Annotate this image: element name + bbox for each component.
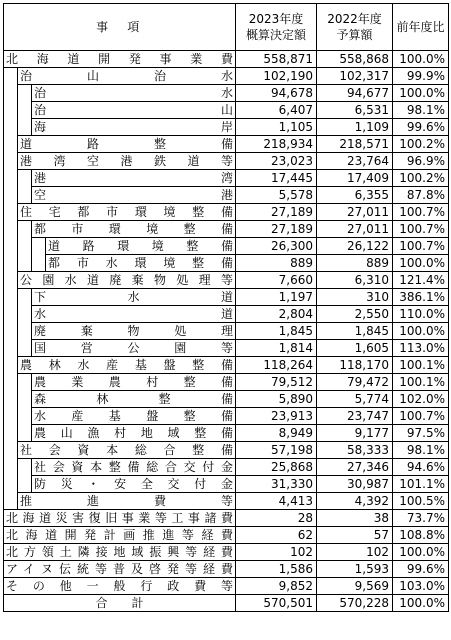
value-2022: 26,122 [317, 238, 393, 255]
row-label-text: 住宅都市環境整備 [20, 205, 233, 219]
value-2023: 558,871 [236, 51, 317, 68]
value-2023: 79,512 [236, 374, 317, 391]
row-label-text: 水道 [34, 307, 233, 321]
indent-cell [18, 476, 32, 493]
value-2022: 27,011 [317, 221, 393, 238]
table-row [4, 561, 449, 578]
indent-cell [4, 187, 18, 204]
indent-cell [18, 408, 32, 425]
indent-cell [4, 425, 18, 442]
indent-cell [18, 170, 32, 187]
ratio-value: 100.7% [393, 204, 449, 221]
table-row [4, 357, 449, 374]
value-2023: 57,198 [236, 442, 317, 459]
indent-cell [4, 306, 18, 323]
value-2022: 102 [317, 544, 393, 561]
value-2023: 23,023 [236, 153, 317, 170]
table-row [4, 187, 449, 204]
row-label [46, 255, 236, 272]
row-label [4, 544, 236, 561]
indent-cell [4, 289, 18, 306]
value-2022: 558,868 [317, 51, 393, 68]
row-label [4, 578, 236, 595]
row-label-text: 治水 [34, 86, 233, 100]
row-label-text: 廃棄物処理 [34, 324, 233, 338]
ratio-value: 121.4% [393, 272, 449, 289]
table-row [4, 595, 449, 612]
row-label-text: 治山 [34, 103, 233, 117]
ratio-value: 100.0% [393, 51, 449, 68]
row-label-text: 治山治水 [20, 69, 233, 83]
indent-cell [18, 391, 32, 408]
value-2023: 23,913 [236, 408, 317, 425]
indent-cell [4, 340, 18, 357]
indent-cell [18, 306, 32, 323]
value-2022: 118,170 [317, 357, 393, 374]
value-2022: 27,346 [317, 459, 393, 476]
table-row [4, 255, 449, 272]
value-2023: 62 [236, 527, 317, 544]
table-row [4, 578, 449, 595]
ratio-value: 100.7% [393, 221, 449, 238]
indent-cell [4, 68, 18, 85]
value-2022: 2,550 [317, 306, 393, 323]
ratio-value: 110.0% [393, 306, 449, 323]
ratio-value: 100.0% [393, 255, 449, 272]
value-2023: 17,445 [236, 170, 317, 187]
table-row [4, 119, 449, 136]
value-2022: 27,011 [317, 204, 393, 221]
indent-cell [18, 340, 32, 357]
value-2022: 9,569 [317, 578, 393, 595]
value-2022: 570,228 [317, 595, 393, 612]
ratio-value: 103.0% [393, 578, 449, 595]
value-2023: 27,189 [236, 221, 317, 238]
ratio-value: 98.1% [393, 442, 449, 459]
row-label-text: 農林水産基盤整備 [20, 358, 233, 372]
indent-cell [18, 255, 32, 272]
row-label-text: その他一般行政費等 [6, 579, 233, 593]
ratio-value: 99.6% [393, 119, 449, 136]
budget-table [3, 3, 449, 612]
indent-cell [4, 238, 18, 255]
row-label-text: 水産基盤整備 [34, 409, 233, 423]
row-label [18, 357, 236, 374]
indent-cell [18, 221, 32, 238]
ratio-value: 386.1% [393, 289, 449, 306]
ratio-value: 99.6% [393, 561, 449, 578]
row-label [32, 119, 236, 136]
value-2023: 25,868 [236, 459, 317, 476]
row-label [4, 595, 236, 612]
table-row [4, 136, 449, 153]
row-label-text: 北海道開発計画推進等経費 [6, 528, 233, 542]
value-2022: 218,571 [317, 136, 393, 153]
row-label [32, 459, 236, 476]
value-2022: 6,531 [317, 102, 393, 119]
row-label [4, 527, 236, 544]
ratio-value: 100.2% [393, 170, 449, 187]
ratio-value: 99.9% [393, 68, 449, 85]
indent-cell [32, 238, 46, 255]
row-label-text: 防災・安全交付金 [34, 477, 233, 491]
indent-cell [4, 170, 18, 187]
indent-cell [18, 119, 32, 136]
value-2023: 570,501 [236, 595, 317, 612]
ratio-value: 96.9% [393, 153, 449, 170]
row-label-text: 農業農村整備 [34, 375, 233, 389]
value-2023: 5,890 [236, 391, 317, 408]
value-2023: 4,413 [236, 493, 317, 510]
value-2022: 23,747 [317, 408, 393, 425]
row-label [32, 323, 236, 340]
row-label [32, 221, 236, 238]
ratio-value: 87.8% [393, 187, 449, 204]
ratio-value: 101.1% [393, 476, 449, 493]
indent-cell [4, 102, 18, 119]
indent-cell [18, 85, 32, 102]
row-label [32, 391, 236, 408]
indent-cell [4, 221, 18, 238]
row-label [4, 510, 236, 527]
row-label-text: 国営公園等 [34, 341, 233, 355]
row-label-text: 空港 [34, 188, 233, 202]
header-ratio [393, 4, 449, 51]
row-label [32, 476, 236, 493]
table-row [4, 85, 449, 102]
row-label-text: 公園水道廃棄物処理等 [20, 273, 233, 287]
value-2023: 1,197 [236, 289, 317, 306]
indent-cell [18, 238, 32, 255]
table-body [4, 51, 449, 612]
value-2022: 6,355 [317, 187, 393, 204]
table-row [4, 425, 449, 442]
row-label-text: 都市環境整備 [34, 222, 233, 236]
indent-cell [18, 425, 32, 442]
row-label-text: 北方領土隣接地域振興等経費 [6, 545, 233, 559]
value-2023: 94,678 [236, 85, 317, 102]
row-label [32, 289, 236, 306]
table-row [4, 544, 449, 561]
row-label [32, 85, 236, 102]
row-label-text: 森林整備 [34, 392, 233, 406]
value-2022: 1,109 [317, 119, 393, 136]
table-row [4, 374, 449, 391]
indent-cell [4, 153, 18, 170]
value-2023: 102 [236, 544, 317, 561]
row-label-text: アイヌ伝統等普及啓発等経費 [6, 562, 233, 576]
value-2022: 9,177 [317, 425, 393, 442]
row-label-text: 農山漁村地域整備 [34, 426, 233, 440]
table-row [4, 170, 449, 187]
indent-cell [4, 459, 18, 476]
row-label-text: 港湾 [34, 171, 233, 185]
table-row [4, 306, 449, 323]
value-2022: 1,605 [317, 340, 393, 357]
table-row [4, 476, 449, 493]
header-2022-line1: 2022年度 [327, 12, 382, 26]
table-row [4, 153, 449, 170]
table-row [4, 272, 449, 289]
row-label-text: 合 計 [95, 596, 144, 610]
value-2022: 94,677 [317, 85, 393, 102]
indent-cell [4, 323, 18, 340]
ratio-value: 113.0% [393, 340, 449, 357]
row-label [32, 170, 236, 187]
row-label [32, 374, 236, 391]
value-2023: 1,105 [236, 119, 317, 136]
row-label [18, 493, 236, 510]
value-2023: 7,660 [236, 272, 317, 289]
table-row [4, 323, 449, 340]
row-label [4, 51, 236, 68]
row-label [4, 561, 236, 578]
value-2022: 5,774 [317, 391, 393, 408]
row-label-text: 北海道災害復旧事業等工事諸費 [6, 511, 233, 525]
row-label-text: 都市水環境整備 [48, 256, 233, 270]
value-2022: 310 [317, 289, 393, 306]
indent-cell [4, 476, 18, 493]
row-label [32, 187, 236, 204]
ratio-value: 108.8% [393, 527, 449, 544]
value-2023: 27,189 [236, 204, 317, 221]
value-2022: 1,845 [317, 323, 393, 340]
row-label [32, 306, 236, 323]
value-2022: 6,310 [317, 272, 393, 289]
indent-cell [4, 442, 18, 459]
value-2023: 9,852 [236, 578, 317, 595]
indent-cell [4, 136, 18, 153]
ratio-value: 100.7% [393, 408, 449, 425]
ratio-value: 100.0% [393, 544, 449, 561]
header-2023-line2: 概算決定額 [245, 28, 306, 42]
header-2022 [317, 4, 393, 51]
table-row [4, 204, 449, 221]
indent-cell [4, 493, 18, 510]
indent-cell [18, 289, 32, 306]
value-2022: 17,409 [317, 170, 393, 187]
row-label [18, 442, 236, 459]
row-label [18, 136, 236, 153]
row-label [18, 272, 236, 289]
indent-cell [18, 459, 32, 476]
value-2023: 102,190 [236, 68, 317, 85]
ratio-value: 100.0% [393, 85, 449, 102]
indent-cell [18, 102, 32, 119]
value-2023: 1,845 [236, 323, 317, 340]
header-row [4, 4, 449, 51]
table-row [4, 51, 449, 68]
ratio-value: 100.1% [393, 357, 449, 374]
value-2022: 30,987 [317, 476, 393, 493]
row-label [32, 340, 236, 357]
header-item-label: 事 項 [96, 20, 143, 34]
ratio-value: 100.2% [393, 136, 449, 153]
value-2022: 23,764 [317, 153, 393, 170]
row-label [46, 238, 236, 255]
table-row [4, 459, 449, 476]
row-label-text: 道路整備 [20, 137, 233, 151]
indent-cell [18, 374, 32, 391]
value-2023: 1,586 [236, 561, 317, 578]
value-2023: 2,804 [236, 306, 317, 323]
ratio-value: 100.7% [393, 238, 449, 255]
table-row [4, 527, 449, 544]
indent-cell [4, 374, 18, 391]
row-label [18, 204, 236, 221]
table-row [4, 408, 449, 425]
ratio-value: 100.0% [393, 323, 449, 340]
value-2022: 58,333 [317, 442, 393, 459]
table-row [4, 238, 449, 255]
table-row [4, 102, 449, 119]
row-label-text: 推進費等 [20, 494, 233, 508]
table-row [4, 510, 449, 527]
value-2022: 57 [317, 527, 393, 544]
header-ratio-label: 前年度比 [396, 20, 445, 34]
indent-cell [18, 187, 32, 204]
indent-cell [18, 323, 32, 340]
indent-cell [4, 255, 18, 272]
value-2023: 1,814 [236, 340, 317, 357]
value-2023: 6,407 [236, 102, 317, 119]
value-2023: 8,949 [236, 425, 317, 442]
value-2023: 889 [236, 255, 317, 272]
header-item [4, 4, 236, 51]
table-row [4, 442, 449, 459]
row-label-text: 北海道開発事業費 [6, 52, 233, 66]
ratio-value: 100.0% [393, 595, 449, 612]
ratio-value: 100.5% [393, 493, 449, 510]
indent-cell [4, 85, 18, 102]
row-label [32, 425, 236, 442]
table-row [4, 493, 449, 510]
ratio-value: 97.5% [393, 425, 449, 442]
indent-cell [4, 119, 18, 136]
ratio-value: 73.7% [393, 510, 449, 527]
indent-cell [4, 204, 18, 221]
row-label-text: 社会資本総合整備 [20, 443, 233, 457]
value-2023: 118,264 [236, 357, 317, 374]
value-2022: 1,593 [317, 561, 393, 578]
value-2022: 102,317 [317, 68, 393, 85]
header-2022-line2: 予算額 [336, 28, 373, 42]
header-2023 [236, 4, 317, 51]
value-2023: 5,578 [236, 187, 317, 204]
table-row [4, 68, 449, 85]
value-2023: 28 [236, 510, 317, 527]
table-row [4, 391, 449, 408]
row-label-text: 港湾空港鉄道等 [20, 154, 233, 168]
row-label [18, 68, 236, 85]
indent-cell [4, 391, 18, 408]
row-label-text: 道路環境整備 [48, 239, 233, 253]
value-2023: 26,300 [236, 238, 317, 255]
value-2023: 31,330 [236, 476, 317, 493]
value-2022: 4,392 [317, 493, 393, 510]
indent-cell [4, 357, 18, 374]
table-row [4, 340, 449, 357]
ratio-value: 102.0% [393, 391, 449, 408]
ratio-value: 100.1% [393, 374, 449, 391]
indent-cell [4, 408, 18, 425]
table-row [4, 221, 449, 238]
value-2022: 79,472 [317, 374, 393, 391]
row-label [32, 102, 236, 119]
table-row [4, 289, 449, 306]
ratio-value: 98.1% [393, 102, 449, 119]
row-label [18, 153, 236, 170]
value-2023: 218,934 [236, 136, 317, 153]
value-2022: 889 [317, 255, 393, 272]
value-2022: 38 [317, 510, 393, 527]
ratio-value: 94.6% [393, 459, 449, 476]
row-label-text: 下水道 [34, 290, 233, 304]
row-label-text: 社会資本整備総合交付金 [34, 460, 233, 474]
row-label-text: 海岸 [34, 120, 233, 134]
indent-cell [4, 272, 18, 289]
row-label [32, 408, 236, 425]
indent-cell [32, 255, 46, 272]
header-2023-line1: 2023年度 [248, 12, 304, 26]
